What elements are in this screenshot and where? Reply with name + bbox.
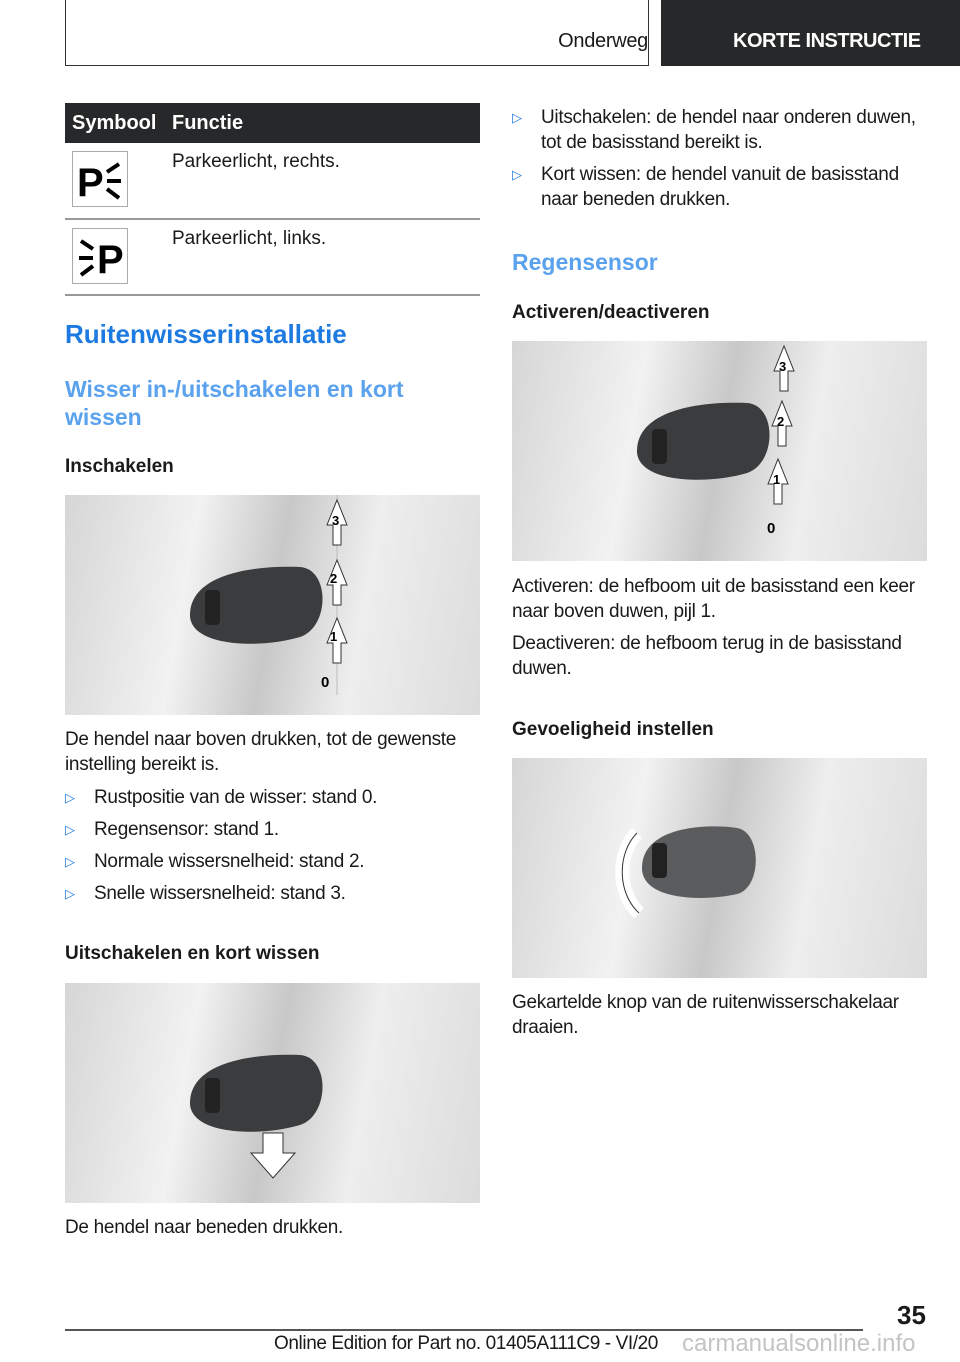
- switch-on-text: De hendel naar boven drukken, tot de gewenste instelling bereikt is.: [65, 729, 457, 775]
- page-number: 35: [897, 1300, 926, 1330]
- bullet-arrow-icon: ▷: [65, 854, 75, 869]
- heading-wipers: Ruitenwisserinstallatie: [65, 319, 347, 349]
- switch-off-text: De hendel naar beneden drukken.: [65, 1217, 344, 1238]
- off-list: [512, 105, 932, 212]
- heading-switch-on: Inschakelen: [65, 456, 174, 477]
- list-item: ▷ Regensensor: stand 1.: [65, 819, 279, 840]
- heading-sensitivity: Gevoeligheid instellen: [512, 719, 714, 740]
- activate-text: Activeren: de hefboom uit de basisstand een keer naar boven duwen, pijl 1.: [512, 576, 915, 622]
- position-label: 1: [773, 472, 781, 487]
- bullet-arrow-icon: ▷: [65, 886, 75, 901]
- chapter-tab: KORTE INSTRUCTIE: [661, 0, 960, 66]
- svg-text:P: P: [97, 238, 124, 281]
- bullet-arrow-icon: ▷: [65, 822, 75, 837]
- list-item: ▷ Kort wissen: de hendel vanuit de basisstand naar beneden drukken.: [512, 164, 899, 210]
- heading-wiper-switch: Wisser in-/uitschakelen en kort wissen: [65, 376, 404, 430]
- symbol-table: [65, 103, 480, 296]
- list-item: ▷ Rustpositie van de wisser: stand 0.: [65, 787, 378, 808]
- function-text: Parkeerlicht, rechts.: [165, 143, 480, 219]
- table-row: [65, 219, 480, 295]
- rain-sensor-illustration: [512, 341, 927, 561]
- bullet-arrow-icon: ▷: [512, 110, 522, 125]
- col-symbol: Symbool: [65, 103, 165, 143]
- watermark: carmanualsonline.info: [682, 1330, 916, 1357]
- parking-light-right-icon: [72, 151, 128, 207]
- deactivate-text: Deactiveren: de hefboom terug in de basisstand duwen.: [512, 633, 902, 679]
- position-label: 0: [767, 520, 776, 537]
- position-label: 2: [777, 414, 785, 429]
- svg-text:P: P: [77, 161, 104, 204]
- sensitivity-text: Gekartelde knop van de ruitenwisserschakelaar draaien.: [512, 992, 899, 1038]
- function-text: Parkeerlicht, links.: [165, 219, 480, 295]
- wiper-lever-down-illustration: [65, 983, 480, 1203]
- table-row: [65, 143, 480, 219]
- position-label: 2: [330, 571, 338, 586]
- position-list: [65, 785, 480, 906]
- position-label: 3: [332, 513, 340, 528]
- col-function: Functie: [165, 103, 480, 143]
- heading-activate: Activeren/deactiveren: [512, 302, 710, 323]
- position-label: 0: [321, 674, 330, 691]
- heading-switch-off: Uitschakelen en kort wissen: [65, 943, 320, 964]
- parking-light-left-icon: [72, 228, 128, 284]
- position-label: 3: [779, 359, 787, 374]
- list-item: ▷ Normale wissersnelheid: stand 2.: [65, 851, 365, 872]
- section-title: Onderweg: [558, 30, 648, 52]
- edition-text: Online Edition for Part no. 01405A111C9 - VI/20: [274, 1333, 658, 1354]
- list-item: ▷ Uitschakelen: de hendel naar onderen duwen, tot de basisstand bereikt is.: [512, 107, 916, 153]
- bullet-arrow-icon: ▷: [65, 790, 75, 805]
- position-label: 1: [330, 629, 338, 644]
- wiper-lever-up-illustration: [65, 495, 480, 715]
- bullet-arrow-icon: ▷: [512, 167, 522, 182]
- sensitivity-knob-illustration: [512, 758, 927, 978]
- heading-rain-sensor: Regensensor: [512, 249, 658, 275]
- list-item: ▷ Snelle wissersnelheid: stand 3.: [65, 883, 346, 904]
